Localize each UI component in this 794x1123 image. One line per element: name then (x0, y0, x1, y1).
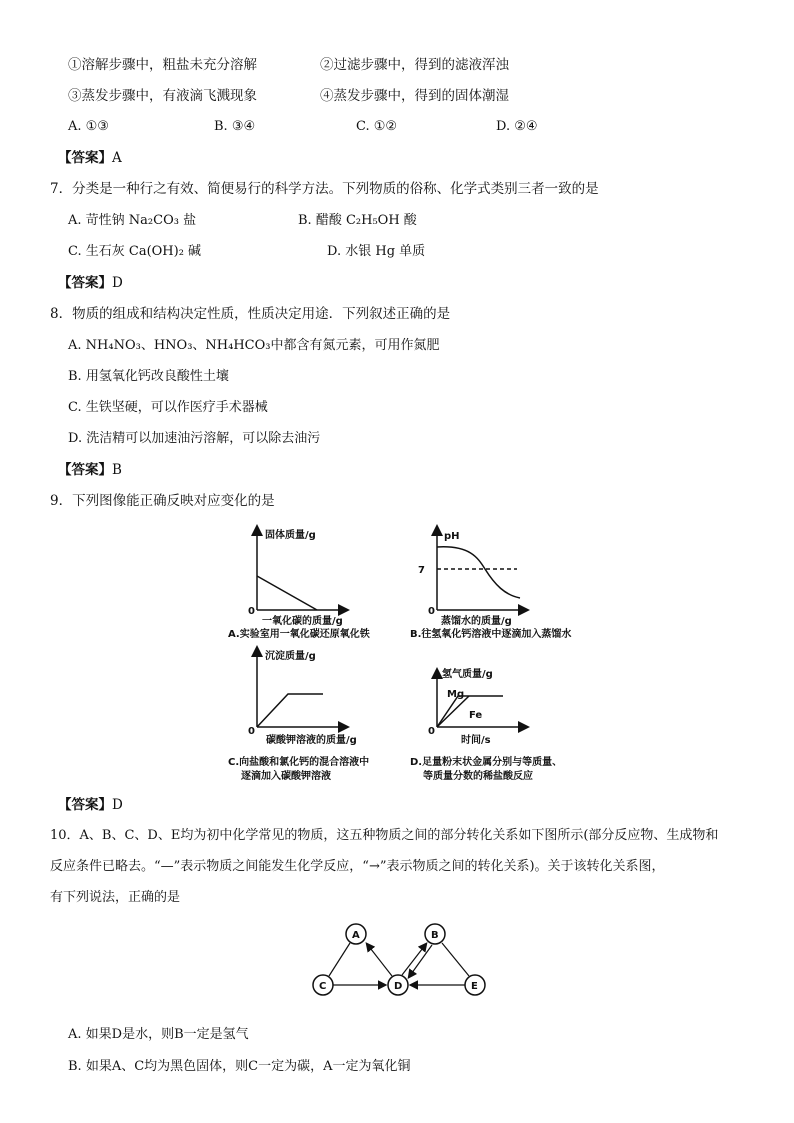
node-a-label: A (352, 930, 360, 941)
q10-option-b: B. 如果A、C均为黑色固体，则C一定为碳，A一定为氧化铜 (68, 1059, 411, 1074)
q6-option-c: C. ①② (356, 119, 398, 134)
answer-value: D (112, 797, 123, 813)
q10-stem-2: 反应条件已略去。“—”表示物质之间能发生化学反应，“→”表示物质之间的转化关系)。关于该转化关系图， (50, 859, 665, 874)
q6-option-a: A. ①③ (68, 119, 109, 134)
q9-stem: 9．下列图像能正确反映对应变化的是 (50, 493, 275, 509)
graph-b-tick7: 7 (418, 565, 425, 576)
graph-b-origin: 0 (428, 606, 435, 617)
edge-d-a (367, 944, 392, 976)
answer-label: 【答案】 (58, 150, 112, 166)
graph-b-curve (437, 547, 520, 598)
graph-b-ylabel: pH (444, 531, 460, 542)
node-c-label: C (319, 981, 327, 992)
graph-d-fe-curve (437, 696, 469, 727)
node-e-label: E (471, 981, 478, 992)
graph-d-mg-label: Mg (447, 689, 465, 700)
graph-d-fe-label: Fe (469, 710, 483, 721)
answer-value: D (112, 275, 123, 291)
q7-option-d: D. 水银 Hg 单质 (327, 244, 426, 259)
q8-option-c: C. 生铁坚硬，可以作医疗手术器械 (68, 400, 268, 415)
q7-option-c: C. 生石灰 Ca(OH)₂ 碱 (68, 244, 202, 259)
graph-c-ylabel: 沉淀质量/g (265, 651, 316, 662)
graph-d-origin: 0 (428, 726, 435, 737)
q10-diagram (313, 924, 485, 995)
graph-c (228, 648, 369, 782)
graph-a-curve (257, 576, 317, 610)
q7-option-a: A. 苛性钠 Na₂CO₃ 盐 (68, 213, 197, 228)
graph-c-caption-2: 逐滴加入碳酸钾溶液 (241, 771, 331, 782)
graph-a-ylabel: 固体质量/g (265, 530, 316, 541)
graph-a-xlabel: 一氧化碳的质量/g (262, 616, 343, 627)
q6-option-b: B. ③④ (214, 119, 256, 134)
node-b-label: B (431, 930, 439, 941)
graph-a-caption: A.实验室用一氧化碳还原氧化铁 (228, 629, 370, 640)
q7-option-b: B. 醋酸 C₂H₅OH 酸 (298, 213, 417, 228)
q9-answer (58, 796, 123, 814)
q8-option-a: A. NH₄NO₃、HNO₃、NH₄HCO₃中都含有氮元素，可用作氮肥 (68, 338, 440, 353)
graph-c-xlabel: 碳酸钾溶液的质量/g (266, 735, 357, 746)
q10-stem-3: 有下列说法，正确的是 (50, 890, 181, 905)
node-d-label: D (394, 981, 403, 992)
graph-c-curve (257, 694, 323, 727)
graph-a-origin: 0 (248, 606, 255, 617)
q10-option-a: A. 如果D是水，则B一定是氢气 (68, 1027, 249, 1042)
graph-a (228, 527, 370, 640)
q6-statement-3: ③蒸发步骤中，有液滴飞溅现象 (68, 88, 257, 104)
graph-c-caption-1: C.向盐酸和氯化钙的混合溶液中 (228, 757, 370, 768)
edge-c-a (329, 943, 350, 976)
q6-statement-4: ④蒸发步骤中，得到的固体潮湿 (320, 88, 509, 104)
q8-option-b: B. 用氢氧化钙改良酸性土壤 (68, 369, 229, 384)
q8-stem: 8．物质的组成和结构决定性质，性质决定用途．下列叙述正确的是 (50, 306, 451, 322)
q7-stem: 7．分类是一种行之有效、简便易行的科学方法。下列物质的俗称、化学式类别三者一致的是 (50, 181, 599, 197)
graph-b-caption: B.往氢氧化钙溶液中逐滴加入蒸馏水 (410, 629, 572, 640)
answer-label: 【答案】 (58, 275, 112, 291)
edge-e-b (442, 943, 469, 976)
graph-d-caption-1: D.足量粉末状金属分别与等质量、 (410, 757, 563, 768)
graph-d-caption-2: 等质量分数的稀盐酸反应 (423, 771, 533, 782)
graph-c-origin: 0 (248, 726, 255, 737)
answer-label: 【答案】 (58, 462, 112, 478)
answer-value: A (112, 150, 122, 166)
graph-d-xlabel: 时间/s (461, 735, 491, 746)
graph-d (410, 667, 562, 782)
graph-d-ylabel: 氢气质量/g (442, 669, 493, 680)
graph-b-xlabel: 蒸馏水的质量/g (441, 616, 512, 627)
answer-label: 【答案】 (58, 797, 112, 813)
answer-value: B (112, 462, 122, 478)
q6-statement-1: ①溶解步骤中，粗盐未充分溶解 (68, 57, 257, 73)
q6-statement-2: ②过滤步骤中，得到的滤液浑浊 (320, 57, 509, 73)
q8-option-d: D. 洗洁精可以加速油污溶解，可以除去油污 (68, 431, 321, 446)
q6-option-d: D. ②④ (496, 119, 538, 134)
q10-stem-1: 10．A、B、C、D、E均为初中化学常见的物质，这五种物质之间的部分转化关系如下图所示(部分反应物、生成物和 (50, 828, 719, 843)
graph-b (410, 527, 571, 640)
